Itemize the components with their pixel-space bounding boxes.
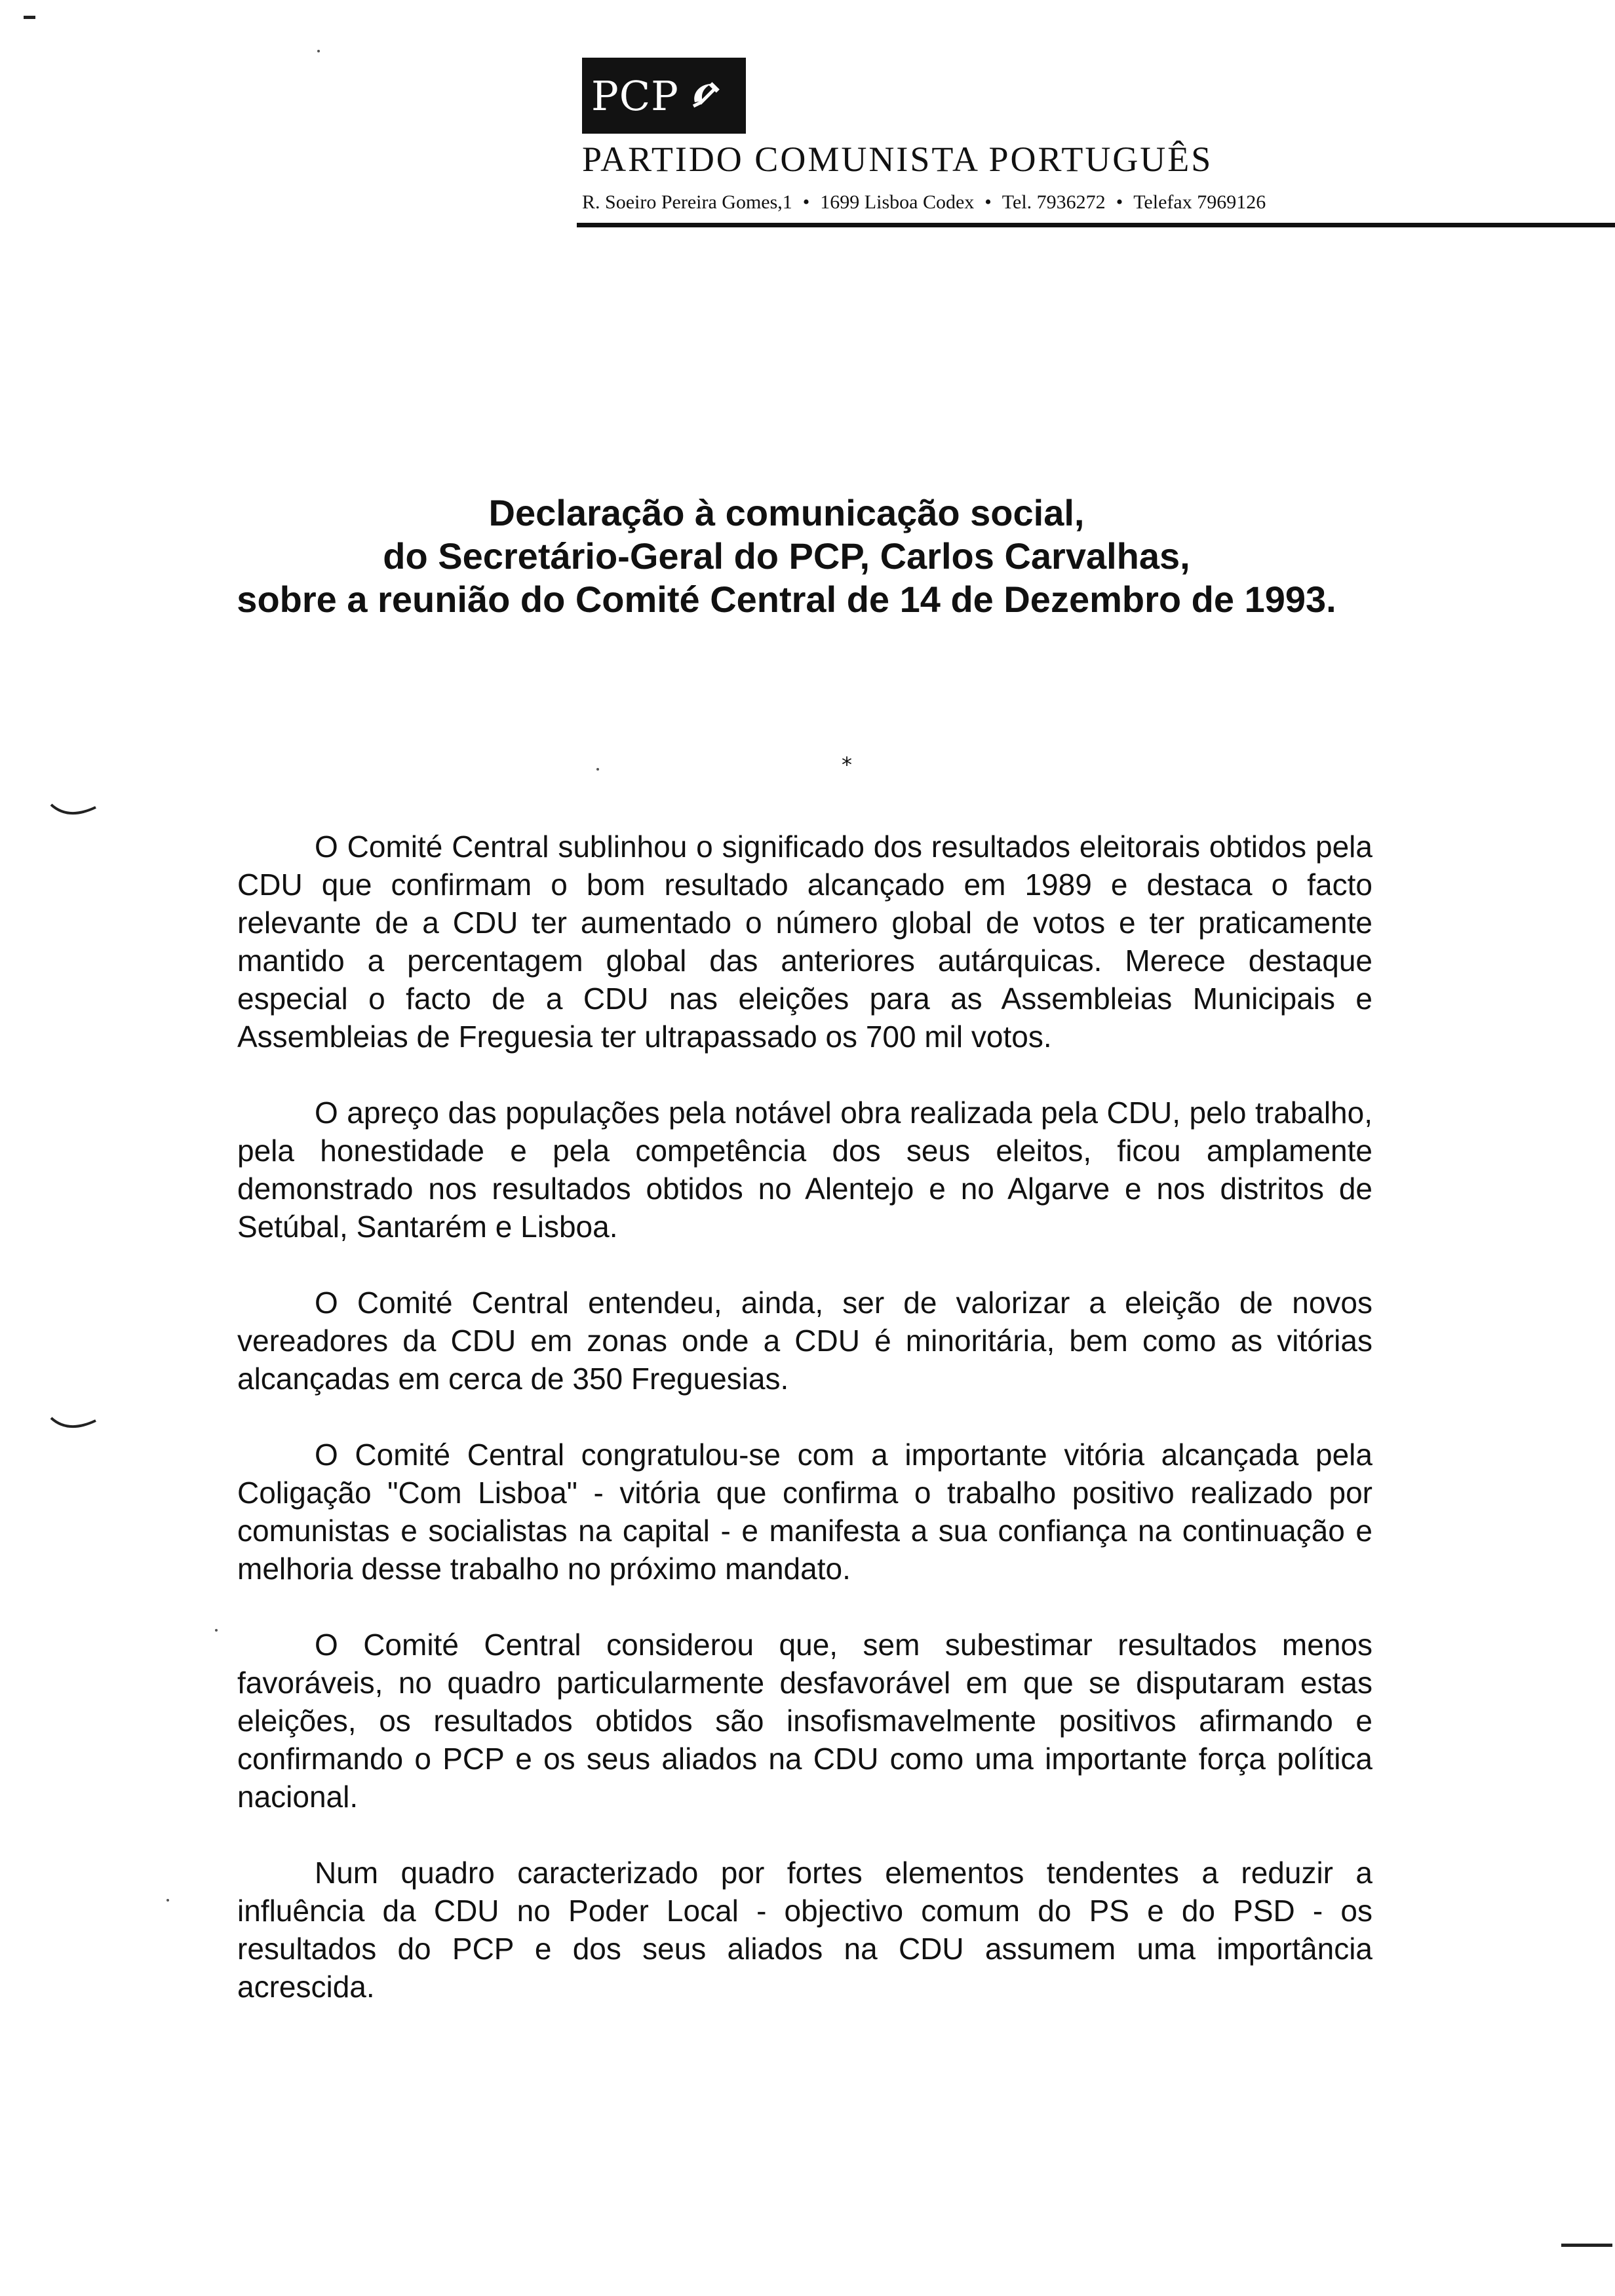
paragraph: O Comité Central considerou que, sem subestimar resultados menos favoráveis, no quadro particularmente desfavorável em que se disputaram estas eleições, os resultados obtidos são insofismavelmente positivos afirmando e confirmando o PCP e os seus aliados na CDU como uma importante força política nacional. xyxy=(237,1628,1372,1814)
scan-speck xyxy=(596,768,599,771)
scan-speck xyxy=(317,50,320,52)
address: R. Soeiro Pereira Gomes,1 xyxy=(582,191,792,213)
bullet-separator: • xyxy=(984,191,992,213)
bullet-separator: • xyxy=(802,191,810,213)
phone-number: Tel. 7936272 xyxy=(1002,191,1106,213)
binding-mark xyxy=(49,1414,98,1434)
fax-number: Telefax 7969126 xyxy=(1133,191,1266,213)
contact-line xyxy=(582,191,1266,214)
paragraph: O Comité Central congratulou-se com a importante vitória alcançada pela Coligação "Com Lisboa" - vitória que confirma o trabalho positivo realizado por comunistas e socialistas na capital - e manifesta a sua confiança na continuação e melhoria desse trabalho no próximo mandato. xyxy=(237,1438,1372,1586)
scan-speck xyxy=(215,1629,218,1632)
title-line-3: sobre a reunião do Comité Central de 14 de Dezembro de 1993. xyxy=(237,579,1336,620)
section-separator: * xyxy=(842,752,852,777)
paragraph: O Comité Central sublinhou o significado dos resultados eleitorais obtidos pela CDU que confirmam o bom resultado alcançado em 1989 e destaca o facto relevante de a CDU ter aumentado o número global de votos e ter praticamente mantido a percentagem global das anteriores autárquicas. Merece destaque especial o facto de a CDU nas eleições para as Assembleias Municipais e Assembleias de Freguesia ter ultrapassado os 700 mil votos. xyxy=(237,830,1372,1054)
scan-mark-top xyxy=(24,16,35,19)
postal-code: 1699 Lisboa Codex xyxy=(820,191,975,213)
document-title xyxy=(197,491,1376,621)
paragraph: Num quadro caracterizado por fortes elementos tendentes a reduzir a influência da CDU no Poder Local - objectivo comum do PS e do PSD - os resultados do PCP e dos seus aliados na CDU assumem uma importância acrescida. xyxy=(237,1856,1372,2004)
paragraph: O apreço das populações pela notável obra realizada pela CDU, pelo trabalho, pela honestidade e pela competência dos seus eleitos, ficou amplamente demonstrado nos resultados obtidos no Alentejo e no Algarve e nos distritos de Setúbal, Santarém e Lisboa. xyxy=(237,1096,1372,1244)
scan-speck xyxy=(166,1899,169,1902)
letterhead-rule xyxy=(577,223,1615,227)
binding-mark xyxy=(49,801,98,820)
pcp-logo xyxy=(582,58,746,134)
bullet-separator: • xyxy=(1116,191,1123,213)
paragraph: O Comité Central entendeu, ainda, ser de valorizar a eleição de novos vereadores da CDU em zonas onde a CDU é minoritária, bem como as vitórias alcançadas em cerca de 350 Freguesias. xyxy=(237,1286,1372,1396)
document-body xyxy=(237,828,1372,2044)
title-line-1: Declaração à comunicação social, xyxy=(488,492,1085,533)
hammer-sickle-icon xyxy=(686,76,725,115)
logo-text: PCP xyxy=(591,71,679,120)
scan-mark-bottom xyxy=(1561,2244,1612,2247)
party-name: PARTIDO COMUNISTA PORTUGUÊS xyxy=(582,140,1213,179)
title-line-2: do Secretário-Geral do PCP, Carlos Carvalhas, xyxy=(383,535,1190,577)
